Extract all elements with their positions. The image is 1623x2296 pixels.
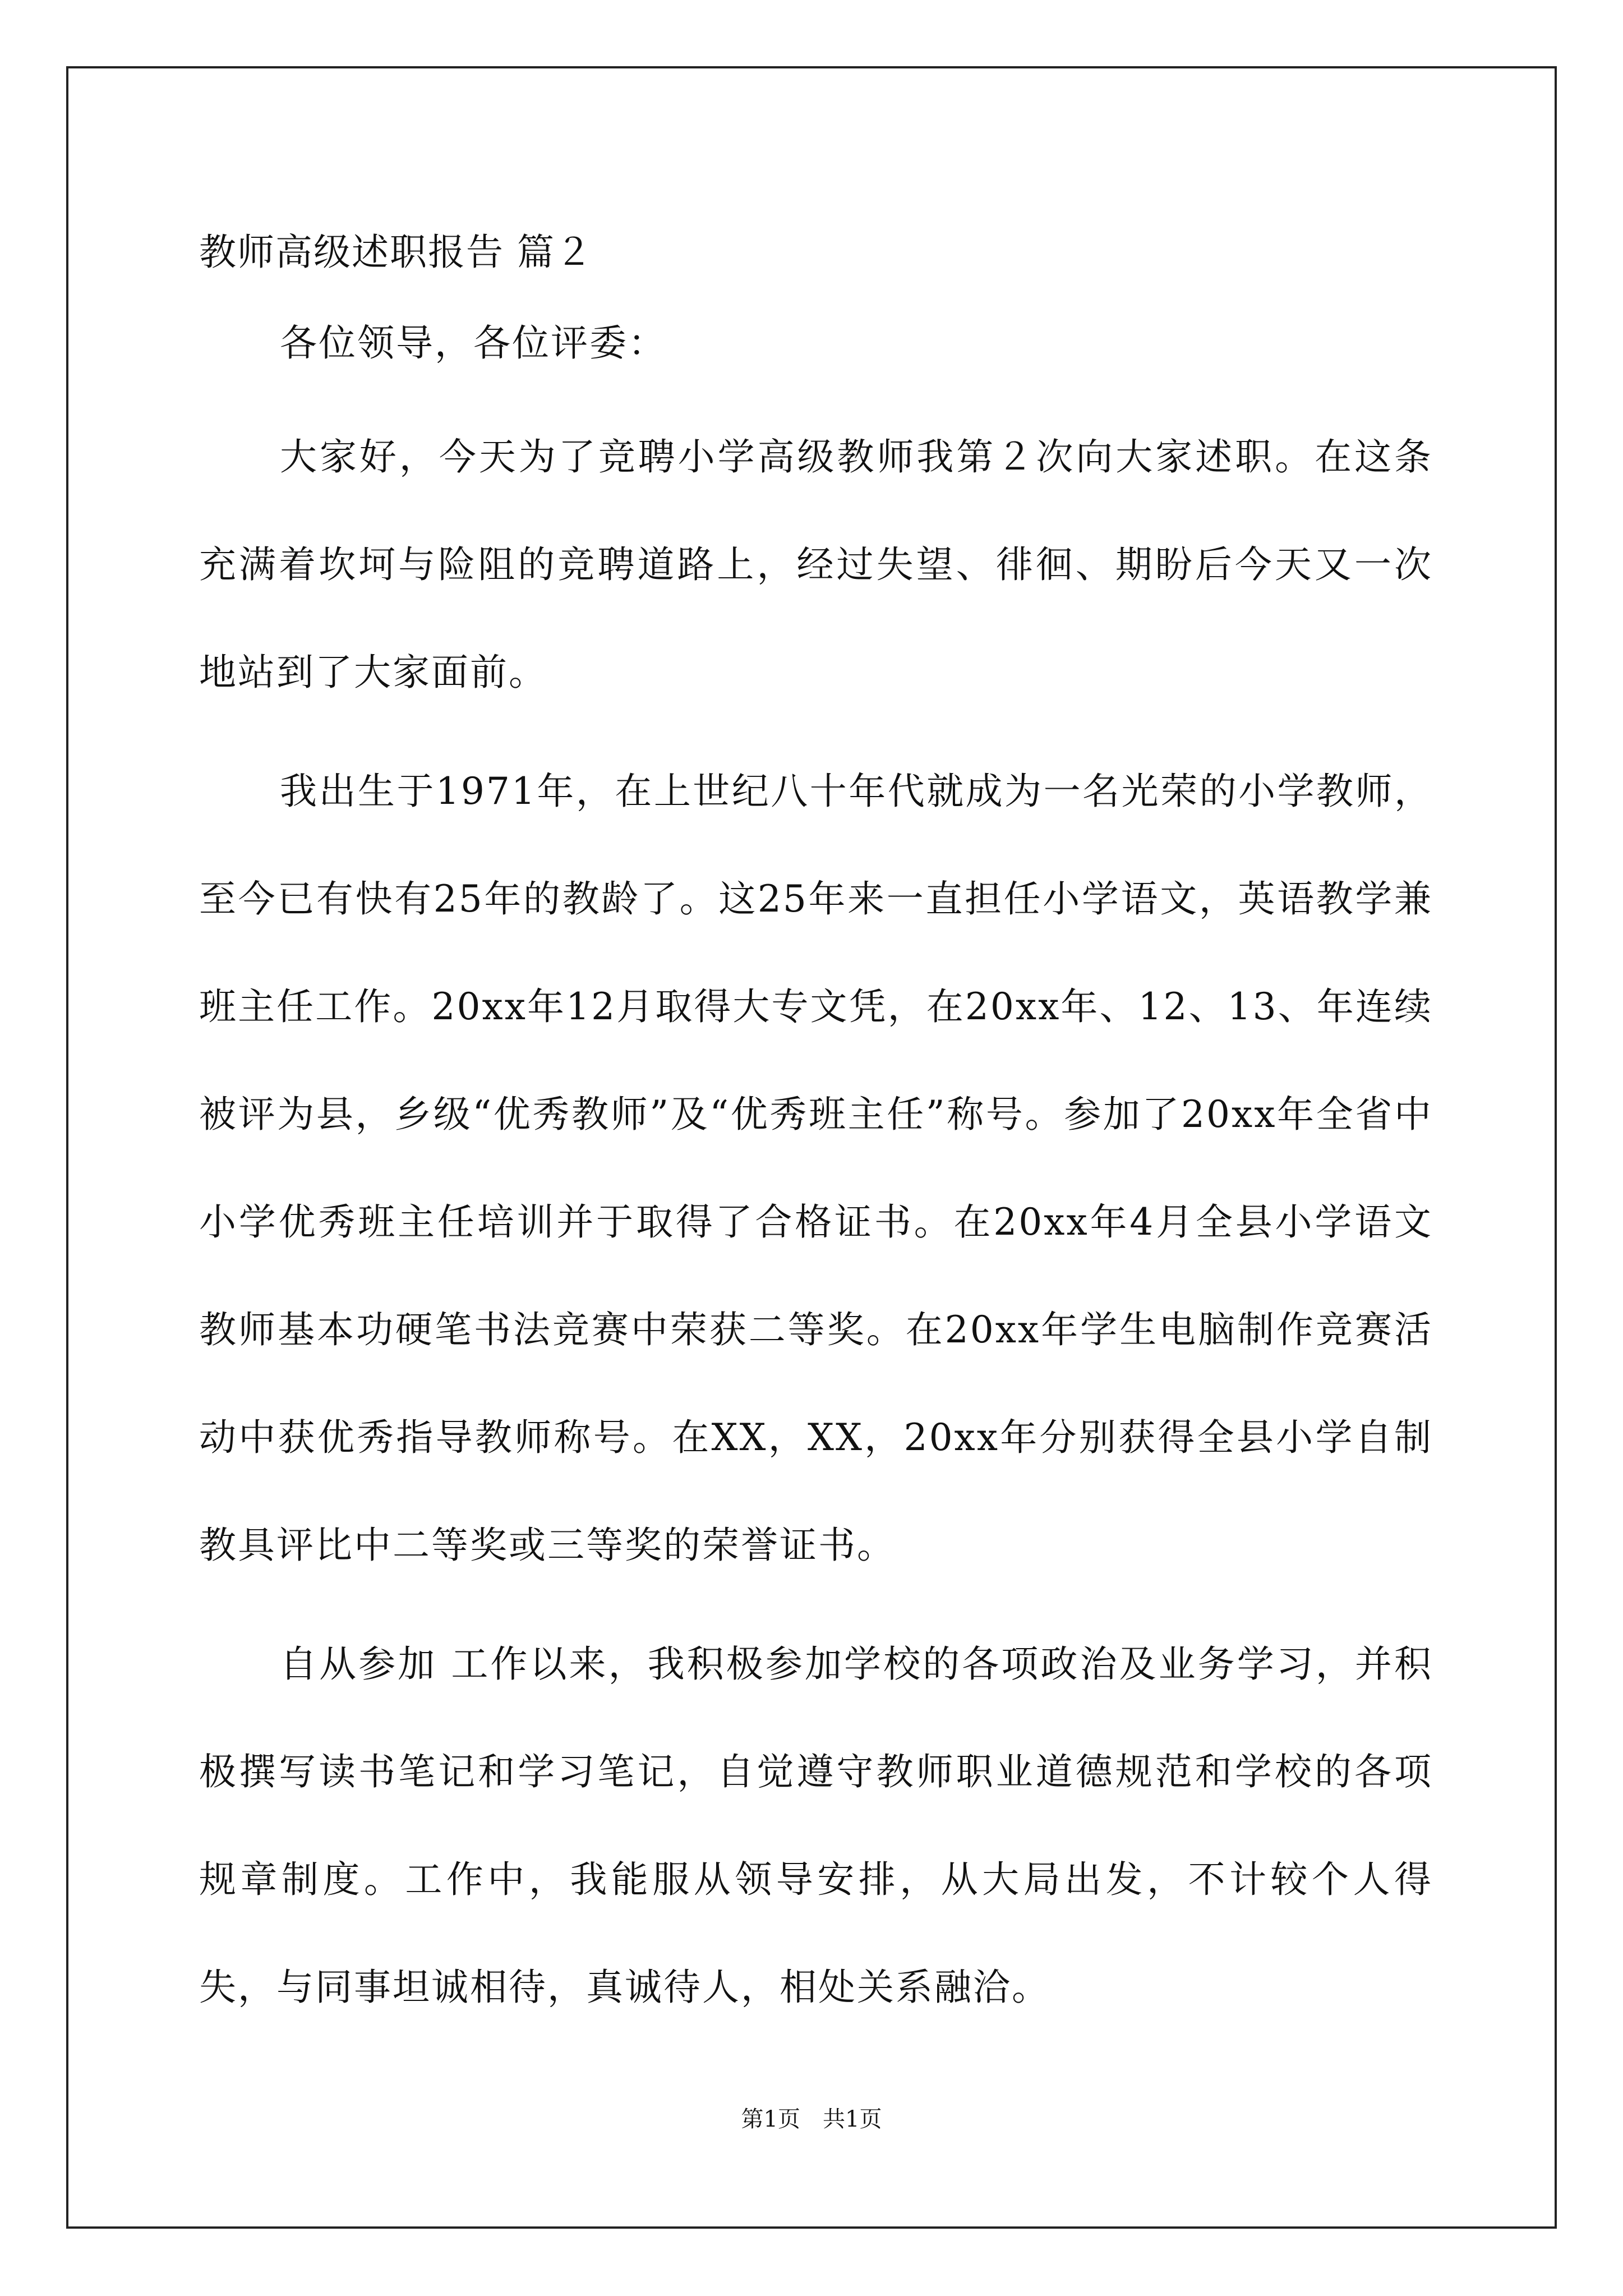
greeting-paragraph: 各位领导，各位评委： (280, 321, 667, 365)
body-paragraph-1: 大家好，今天为了竞聘小学高级教师我第２次向大家述职。在这条充满着坎坷与险阻的竞聘道路上，经过失望、徘徊、期盼后今天又一次地站到了大家面前。 (199, 435, 1433, 694)
document-body (199, 222, 1433, 2041)
body-paragraph-2: 我出生于1971年，在上世纪八十年代就成为一名光荣的小学教师，至今已有快有25年的教龄了。这25年来一直担任小学语文，英语教学兼班主任工作。20xx年12月取得大专文凭，在20xx年、12、13、年连续被评为县，乡级“优秀教师”及“优秀班主任”称号。参加了20xx年全省中小学优秀班主任培训并于取得了合格证书。在20xx年4月全县小学语文教师基本功硬笔书法竞赛中荣获二等奖。在20xx年学生电脑制作竞赛活动中获优秀指导教师称号。在XX，XX，20xx年分别获得全县小学自制教具评比中二等奖或三等奖的荣誉证书。 (199, 770, 1433, 1567)
document-title: 教师高级述职报告 篇２ (199, 231, 593, 274)
body-paragraph-3: 自从参加 工作以来，我积极参加学校的各项政治及业务学习，并积极撰写读书笔记和学习笔记，自觉遵守教师职业道德规范和学校的各项规章制度。工作中，我能服从领导安排，从大局出发，不计较个人得失，与同事坦诚相待，真诚待人，相处关系融洽。 (199, 1642, 1433, 2009)
page-number-footer: 第1页 共1页 (741, 2106, 882, 2132)
